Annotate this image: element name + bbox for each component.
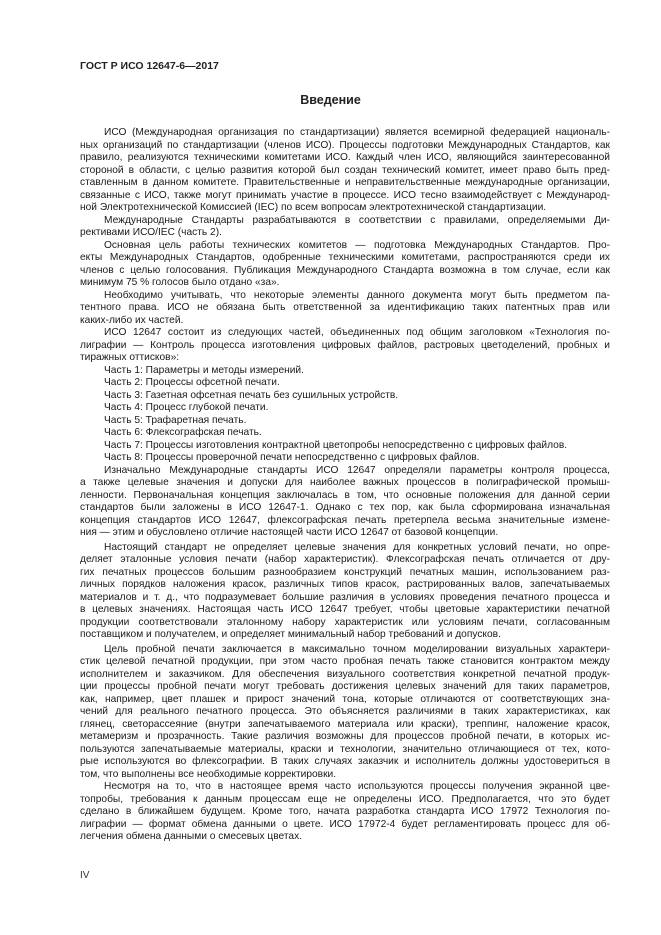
text-line: гих печатных процессов большим разнообразием конструкций печатных машин, использованием раз- [80,566,610,578]
text-line: связанные с ИСО, также могут принимать участие в процессе. ИСО тесно взаимодействует с Международ- [80,189,610,201]
paragraph-proof-printing [80,644,610,782]
text-line: стороной в области, с целью развития которой был создан технический комитет, имеет право быть пред- [80,164,610,176]
text-line: материалов и т. д., что подразумевает большие различия в условиях проведения печатного процесса и [80,591,610,603]
text-line: ции процессы пробной печати могут требовать достижения целевых значений для таких параметров, [80,681,610,692]
paragraph-patents [80,290,610,328]
paragraph-parts-intro [80,327,610,365]
text-line: чений для реального печатного процесса. Это объясняется различиями в таких характеристиках, как [80,706,610,717]
text-line: стик целевой печатной продукции, при этом часто пробная печать также становится контрактом между [80,656,610,667]
part-item: Часть 7: Процессы изготовления контрактной цветопробы непосредственно с цифровых файлов. [104,439,568,451]
text-line: Необходимо учитывать, что некоторые элементы данного документа могут быть предметом па- [104,289,610,301]
text-line: ставленным в данном комитете. Правительственные и неправительственные международные организации, [80,177,610,188]
text-line: минимум 75 % голосов было отдано «за». [80,277,280,288]
text-line: поставщиком и получателем, и определяет минимальный набор требований и допусков. [80,629,501,640]
part-item: Часть 4: Процесс глубокой печати. [104,402,269,413]
text-line: лиграфии — Контроль процесса изготовления цифровых файлов, растровых цветоделений, пробных и [80,339,610,351]
text-line: членов с целью голосования. Публикация Международного Стандарта возможна в том случае, если как [80,264,610,276]
paragraph-soft-proofing [80,781,610,844]
paragraph-initial-concept [80,465,610,540]
text-line: а также целевые значения и допуски для наиболее важных процессов в полиграфической промыш- [80,477,610,488]
text-line: ИСО (Международная организация по стандартизации) является всемирной федерацией националь- [104,127,610,138]
text-line: том, что выполнены все необходимые корректировки. [80,768,337,780]
text-line: Цель пробной печати заключается в максимально точном моделировании визуальных характери- [104,643,610,655]
text-line: Основная цель работы технических комитетов — подготовка Международных Стандартов. Про- [104,239,610,251]
section-title: Введение [300,93,361,107]
paragraph-reference-conditions [80,542,610,642]
part-item: Часть 6: Флексографская печать. [104,427,262,438]
text-line: топробы, требования к данным процессам еще не определены ИСО. Предполагается, что это будет [80,793,610,805]
text-line: метамеризм и прозрачность. Такие различия возможны для процессов пробной печати, в которых ис- [80,731,610,742]
document-body [80,127,610,844]
text-line: тентного права. ИСО не обязана быть ответственной за идентификацию таких патентных прав или [80,302,610,313]
text-line: Изначально Международные стандарты ИСО 12647 определяли параметры контроля процесса, [104,464,610,476]
text-line: концепция стандартов ИСО 12647, флексографская печать претерпела весьма значительные измене- [80,514,610,526]
text-line: тиражных оттисков»: [80,352,180,363]
parts-list [80,365,610,465]
part-item: Часть 3: Газетная офсетная печать без сушильных устройств. [104,389,399,401]
text-line: ных организаций по стандартизации (членов ИСО). Процессы подготовки Международных Стандартов, как [80,139,610,151]
text-line: стандартов были заложены в ИСО 12647-1. Однако с тех пор, как была сформирована изначальная [80,502,610,513]
document-header: ГОСТ Р ИСО 12647-6—2017 [80,60,219,72]
text-line: легчения обмена данными о смесевых цветах. [80,831,303,842]
text-line: Настоящий стандарт не определяет целевые значения для конкретных условий печати, но опре- [104,541,610,553]
text-line: ния — этим и обусловлено отличие настоящей части ИСО 12647 от базовой концепции. [80,527,499,538]
text-line: глянец, светорассеяние (внутри запечатываемого материала или краски), треппинг, наложение красок, [80,718,610,730]
text-line: ной Электротехнической Комиссией (IEC) по всем вопросам электротехнической стандартизации. [80,202,547,213]
text-line: Несмотря на то, что в настоящее время часто используются процессы получения экранной цве- [104,781,610,792]
text-line: ИСО 12647 состоит из следующих частей, объединенных под общим заголовком «Технология по- [104,327,610,338]
text-line: рые используются во флексографии. В таких случаях заказчик и исполнитель должны удостовериться в [80,756,610,767]
text-line: в целевых значениях. Настоящая часть ИСО 12647 требует, чтобы цветовые характеристики печатной [80,604,610,615]
text-line: исполнителем и заказчиком. Для обеспечения визуального соответствия конкретной печатной продук- [80,668,610,680]
text-line: рективами ИСО/IEC (часть 2). [80,227,222,238]
part-item: Часть 2: Процессы офсетной печати. [104,377,280,388]
page-number: IV [80,870,90,881]
text-line: Международные Стандарты разрабатываются в соответствии с правилами, определяемыми Ди- [104,214,610,226]
part-item: Часть 1: Параметры и методы измерений. [104,364,304,376]
text-line: продукции соответствовали эталонному набору характеристик или условиям печати, согласованным [80,616,610,628]
text-line: пользуются запечатываемые материалы, краски и технологии, значительно отличающиеся от тех, кото- [80,743,610,755]
part-item: Часть 5: Трафаретная печать. [104,414,247,426]
text-line: лиграфии — формат обмена данными о цвете. ИСО 17972-4 будет регламентировать процесс для об- [80,818,610,830]
text-line: правило, реализуются техническими комитетами ИСО. Каждый член ИСО, являющийся заинтересованной [80,152,610,163]
part-item: Часть 8: Процессы проверочной печати непосредственно с цифровых файлов. [104,452,480,463]
text-line: сделано в ближайшем будущем. Кроме того, начата разработка стандарта ИСО 17972 Технология по- [80,806,610,817]
text-line: деляет эталонные условия печати (набор характеристик). Флексографская печать отличается от дру- [80,554,610,565]
paragraph-committees [80,240,610,290]
text-line: как, например, цвет плашек и прирост значений тона, которые отличаются от соответствующих зна- [80,693,610,705]
text-line: каких-либо их частей. [80,314,184,326]
paragraph-directives [80,215,610,240]
paragraph-iso-intro [80,127,610,215]
text-line: ленности. Первоначальная концепция заключалась в том, что основные положения для данной серии [80,489,610,501]
text-line: екты Международных Стандартов, одобренные техническими комитетами, распространяются среди их [80,252,610,263]
text-line: личных порядков наложения красок, различных типов красок, растрированных валов, запечатываемых [80,579,610,590]
